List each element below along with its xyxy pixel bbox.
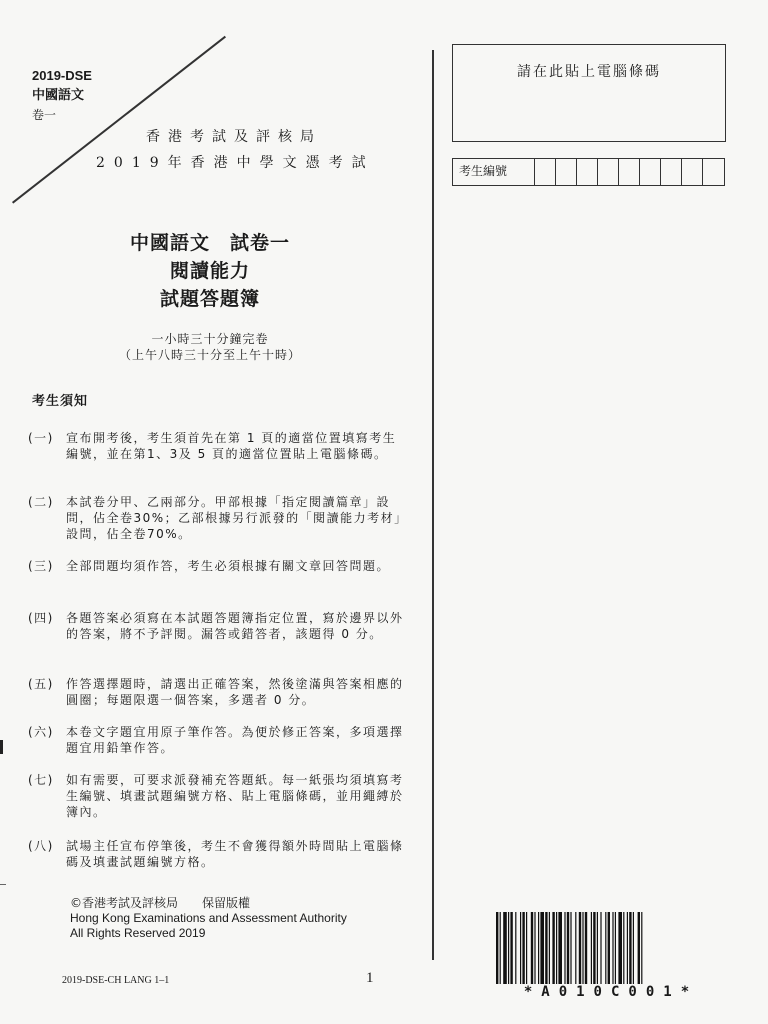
note-item xyxy=(28,610,408,642)
note-text: 全部問題均須作答，考生必須根據有關文章回答問題。 xyxy=(66,559,391,573)
margin-divider xyxy=(432,50,434,960)
note-text: 試場主任宣布停筆後，考生不會獲得額外時間貼上電腦條碼及填畫試題編號方格。 xyxy=(66,839,404,869)
note-text: 如有需要，可要求派發補充答題紙。每一紙張均須填寫考生編號、填畫試題編號方格、貼上電腦條碼，並用繩縛於簿內。 xyxy=(66,773,404,819)
copyright-en-rights: All Rights Reserved 2019 xyxy=(70,926,206,940)
barcode-stripe xyxy=(618,912,622,984)
candidate-digit-box[interactable] xyxy=(619,159,640,185)
barcode-stripe xyxy=(591,912,592,984)
edge-mark xyxy=(0,740,3,754)
candidate-digit-box[interactable] xyxy=(556,159,577,185)
barcode-stripe xyxy=(615,912,616,984)
exam-label: 2019-DSE xyxy=(32,68,92,83)
exam-full-name: 2019年香港中學文憑考試 xyxy=(96,155,375,171)
barcode-stripe xyxy=(623,912,624,984)
duration-text: 一小時三十分鐘完卷 xyxy=(151,332,269,346)
booklet-title: 試題答題簿 xyxy=(159,288,260,310)
barcode-stripe xyxy=(540,912,544,984)
barcode-stripe xyxy=(633,912,634,984)
paper-subtitle: 閱讀能力 xyxy=(169,260,250,282)
candidate-digit-box[interactable] xyxy=(703,159,724,185)
note-item xyxy=(28,724,408,756)
barcode-stripe xyxy=(629,912,631,984)
note-number: (七) xyxy=(28,773,54,787)
barcode-stripe xyxy=(538,912,539,984)
note-text: 本卷文字題宜用原子筆作答。為便於修正答案，多項選擇題宜用鉛筆作答。 xyxy=(66,725,404,755)
note-item xyxy=(28,676,408,708)
barcode-sticker-label: 請在此貼上電腦條碼 xyxy=(517,64,661,80)
candidate-digit-box[interactable] xyxy=(661,159,682,185)
candidate-digit-box[interactable] xyxy=(577,159,598,185)
barcode-stripe xyxy=(582,912,583,984)
org-name: 香港考試及評核局 xyxy=(146,129,322,145)
barcode-stripe xyxy=(579,912,581,984)
barcode-stripe xyxy=(605,912,606,984)
barcode-stripe xyxy=(526,912,527,984)
note-number: (四) xyxy=(28,611,54,625)
barcode-stripe xyxy=(570,912,571,984)
barcode-image xyxy=(496,912,722,984)
paper-title: 中國語文 試卷一 xyxy=(129,232,290,254)
barcode-stripe xyxy=(508,912,509,984)
barcode-stripe xyxy=(500,912,501,984)
barcode-stripe xyxy=(600,912,601,984)
barcode-stripe xyxy=(567,912,569,984)
barcode-stripe xyxy=(597,912,598,984)
note-number: (六) xyxy=(28,725,54,739)
barcode-stripe xyxy=(534,912,535,984)
barcode-stripe xyxy=(564,912,565,984)
barcode-stripe xyxy=(585,912,587,984)
subject-label: 中國語文 xyxy=(32,87,85,102)
note-number: (三) xyxy=(28,559,54,573)
paper-label: 卷一 xyxy=(32,108,57,122)
barcode-stripe xyxy=(627,912,628,984)
barcode-stripe xyxy=(552,912,554,984)
note-number: (八) xyxy=(28,839,54,853)
barcode-number: *A010C001* xyxy=(523,984,699,1000)
barcode-stripe xyxy=(510,912,512,984)
barcode-stripe xyxy=(549,912,550,984)
note-number: (五) xyxy=(28,677,54,691)
duration-time: （上午八時三十分至上午十時） xyxy=(118,348,301,362)
copyright-block xyxy=(70,896,347,941)
edge-tick xyxy=(0,884,6,885)
barcode-stripe xyxy=(531,912,533,984)
note-item xyxy=(28,430,408,462)
barcode-stripe xyxy=(638,912,640,984)
note-number: (一) xyxy=(28,431,54,445)
candidate-number-label: 考生編號 xyxy=(453,159,535,185)
barcode-stripe xyxy=(496,912,498,984)
note-item xyxy=(28,772,408,820)
barcode-stripe xyxy=(556,912,557,984)
notes-heading: 考生須知 xyxy=(32,394,89,409)
note-text: 作答選擇題時，請選出正確答案，然後塗滿與答案相應的圓圈；每題限選一個答案，多選者 0 分。 xyxy=(66,677,404,707)
barcode-sticker-area[interactable] xyxy=(452,44,726,142)
note-text: 本試卷分甲、乙兩部分。甲部根據「指定閱讀篇章」設問，佔全卷30%；乙部根據另行派發的「閱讀能力考材」設問，佔全卷70%。 xyxy=(66,495,408,541)
candidate-digit-box[interactable] xyxy=(535,159,556,185)
copyright-en-org: Hong Kong Examinations and Assessment Authority xyxy=(70,911,347,925)
barcode-stripe xyxy=(522,912,524,984)
barcode-stripe xyxy=(545,912,547,984)
candidate-digit-box[interactable] xyxy=(640,159,661,185)
barcode-stripe xyxy=(608,912,610,984)
note-item xyxy=(28,838,408,870)
barcode-stripe xyxy=(503,912,507,984)
note-text: 各題答案必須寫在本試題答題簿指定位置，寫於邊界以外的答案，將不予評閱。漏答或錯答者，該題得 0 分。 xyxy=(66,611,404,641)
barcode-stripe xyxy=(612,912,613,984)
barcode-stripe xyxy=(558,912,562,984)
candidate-digit-box[interactable] xyxy=(598,159,619,185)
note-item xyxy=(28,558,408,574)
barcode-stripe xyxy=(593,912,595,984)
barcode-stripe xyxy=(520,912,521,984)
paper-code: 2019-DSE-CH LANG 1–1 xyxy=(62,975,170,986)
candidate-digit-box[interactable] xyxy=(682,159,703,185)
candidate-number-field[interactable] xyxy=(452,158,725,186)
note-number: (二) xyxy=(28,495,54,509)
barcode-stripe xyxy=(515,912,516,984)
note-text: 宣布開考後，考生須首先在第 1 頁的適當位置填寫考生編號，並在第1、3及 5 頁的適當位置貼上電腦條碼。 xyxy=(66,431,397,461)
copyright-cn: ©香港考試及評核局 保留版權 xyxy=(70,896,251,910)
note-item xyxy=(28,494,408,542)
barcode-stripe xyxy=(575,912,576,984)
barcode-stripe xyxy=(641,912,642,984)
page-number: 1 xyxy=(366,970,374,986)
